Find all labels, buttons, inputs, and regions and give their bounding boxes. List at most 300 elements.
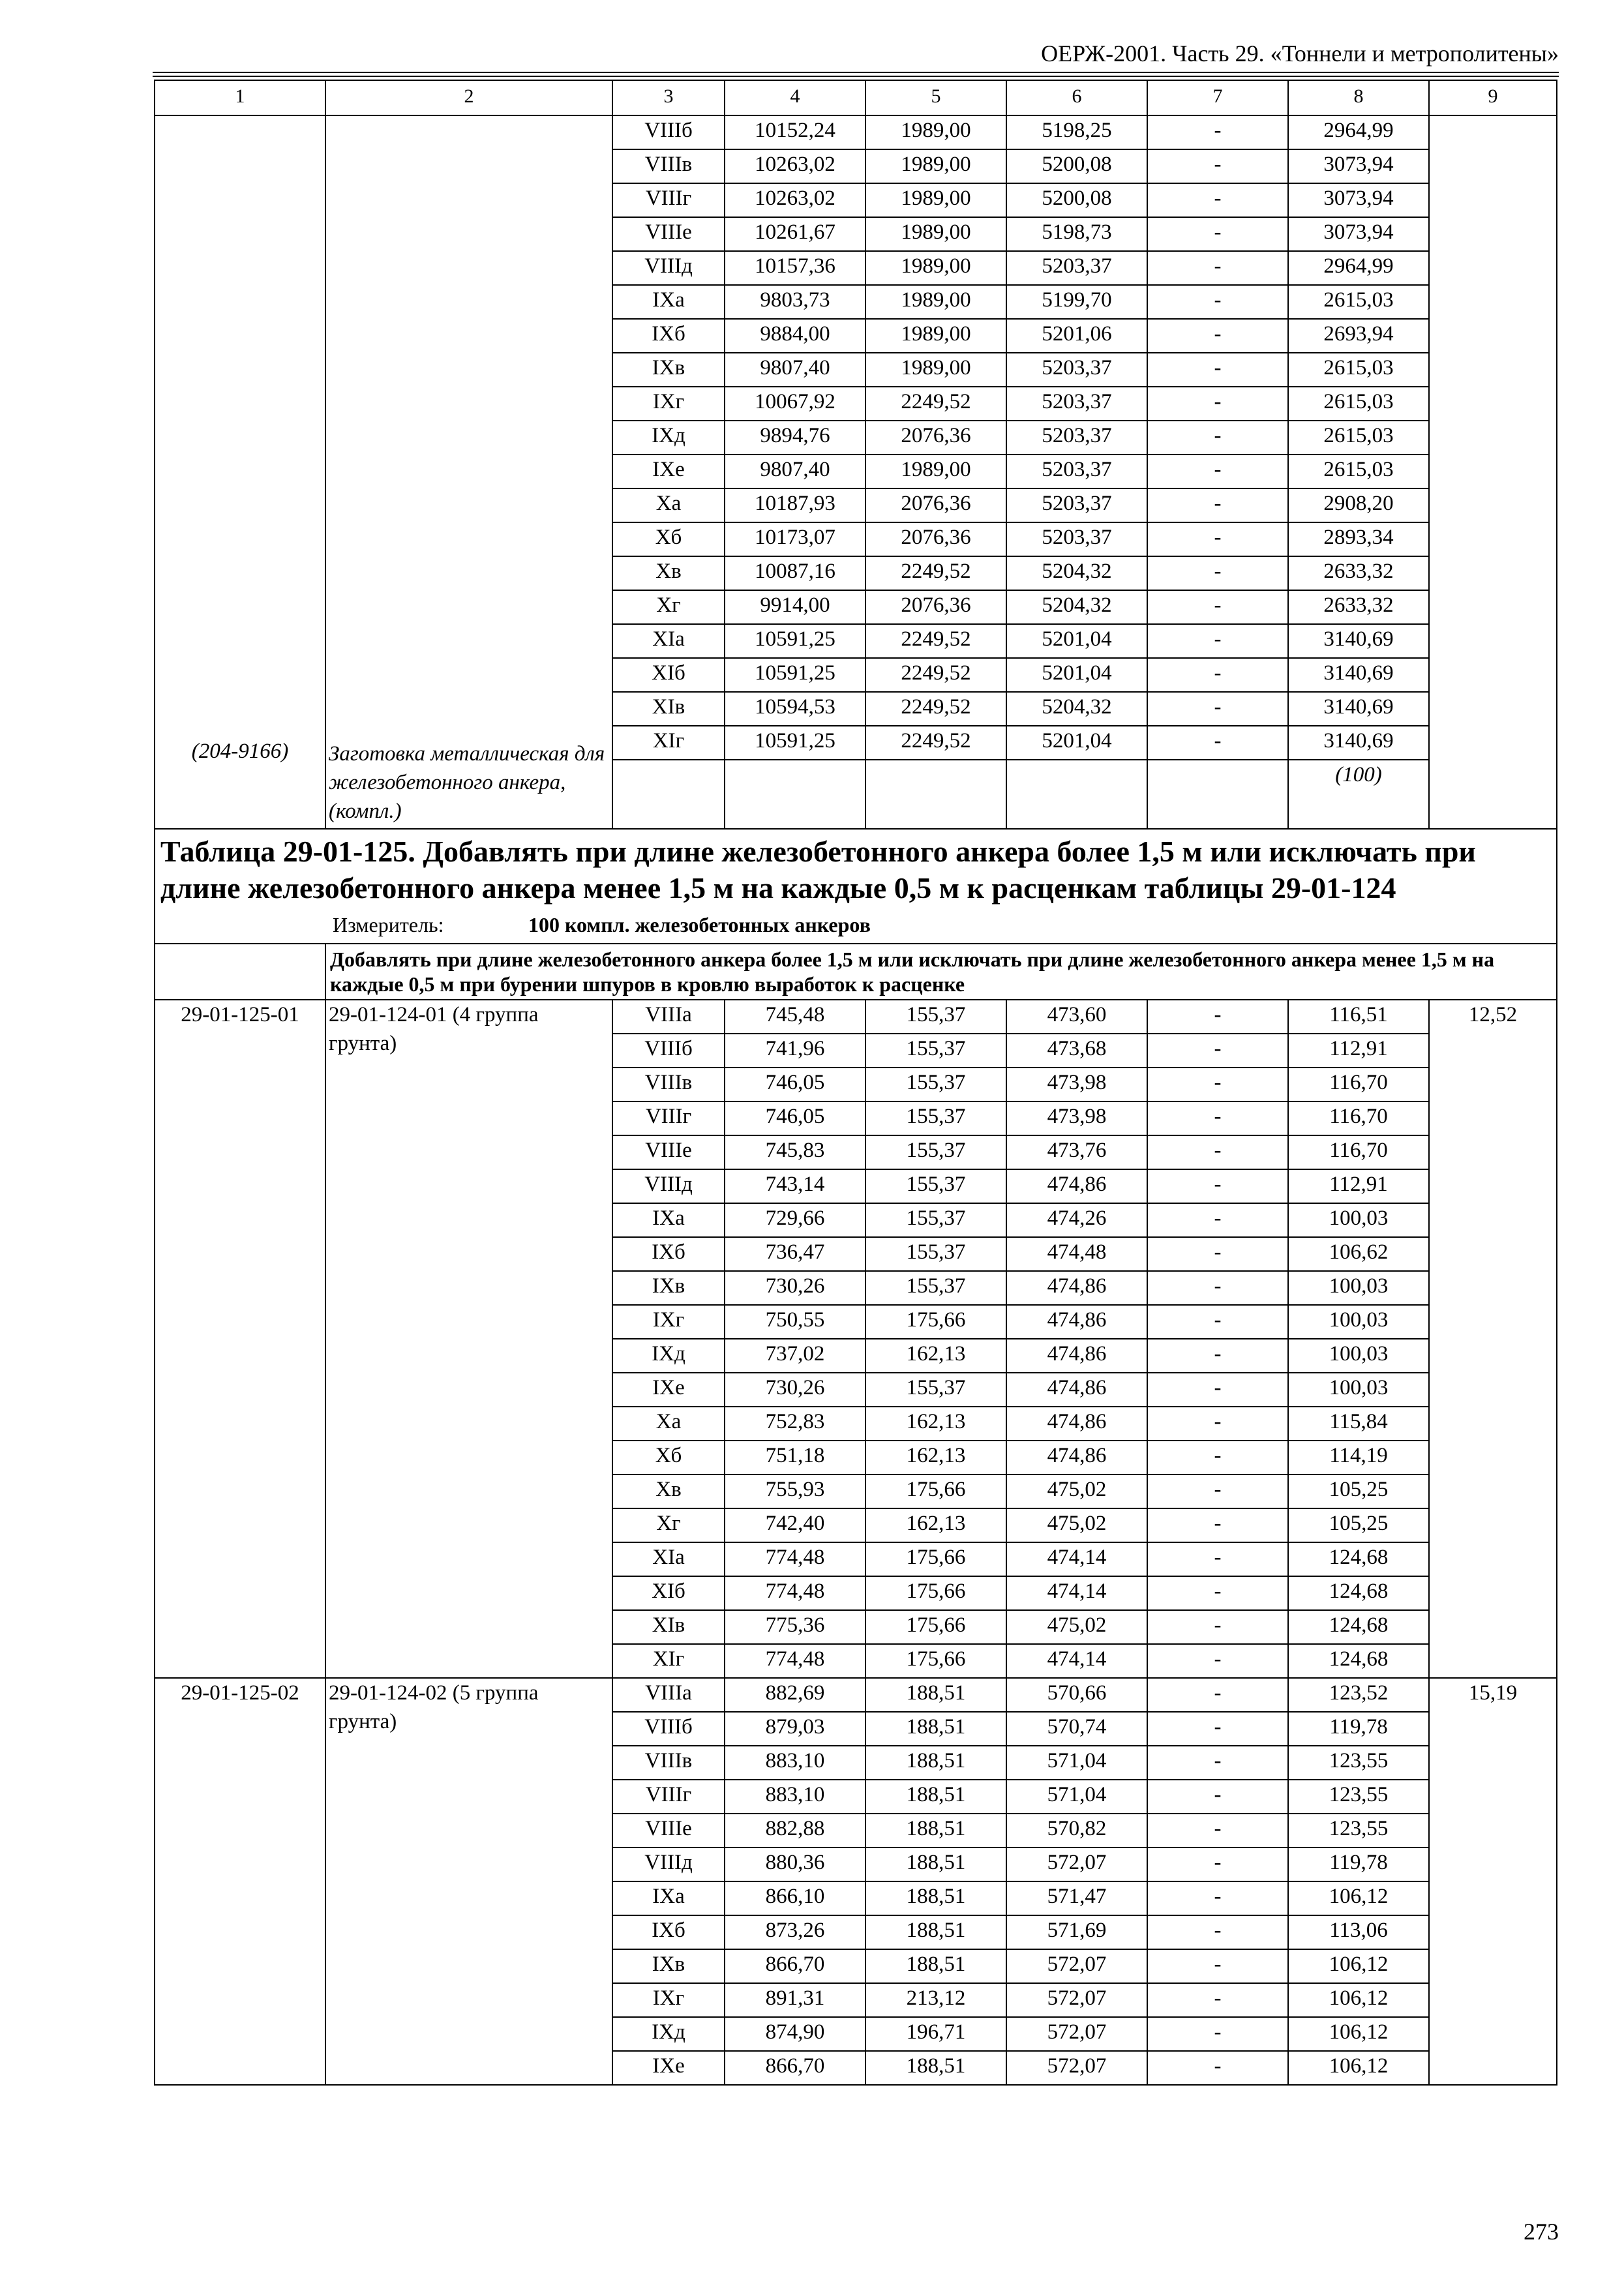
value-cell: 572,07 — [1006, 2017, 1147, 2051]
value-cell: 473,98 — [1006, 1068, 1147, 1101]
value-cell: 175,66 — [865, 1610, 1006, 1644]
value-cell: - — [1147, 692, 1288, 726]
value-cell: 774,48 — [725, 1644, 865, 1678]
column-number: 9 — [1429, 80, 1557, 115]
value-cell: 175,66 — [865, 1474, 1006, 1508]
value-cell: 10263,02 — [725, 183, 865, 217]
value-cell: 750,55 — [725, 1305, 865, 1339]
value-cell: 474,48 — [1006, 1237, 1147, 1271]
value-cell: 572,07 — [1006, 1983, 1147, 2017]
value-cell: 2249,52 — [865, 726, 1006, 760]
value-cell: - — [1147, 1135, 1288, 1169]
rate-name: 29-01-124-01 (4 группа грунта) — [325, 1000, 612, 1678]
value-cell: 572,07 — [1006, 1848, 1147, 1881]
value-cell: 10591,25 — [725, 726, 865, 760]
value-cell: 2076,36 — [865, 522, 1006, 556]
value-cell: 10594,53 — [725, 692, 865, 726]
resource-category: IXе — [612, 2051, 725, 2085]
value-cell: 879,03 — [725, 1712, 865, 1746]
value-cell: 1989,00 — [865, 149, 1006, 183]
value-cell: - — [1147, 1814, 1288, 1848]
value-cell: 5204,32 — [1006, 590, 1147, 624]
value-cell: - — [1147, 421, 1288, 455]
resource-category: IXв — [612, 1271, 725, 1305]
table-row — [155, 115, 1557, 149]
value-cell: 114,19 — [1288, 1441, 1429, 1474]
value-cell: 571,47 — [1006, 1881, 1147, 1915]
value-cell: 5201,04 — [1006, 658, 1147, 692]
value-cell: 100,03 — [1288, 1373, 1429, 1407]
column-number: 8 — [1288, 80, 1429, 115]
resource-category: VIIIб — [612, 1712, 725, 1746]
value-cell: - — [1147, 251, 1288, 285]
material-qty: (100) — [1288, 760, 1429, 829]
value-cell: 751,18 — [725, 1441, 865, 1474]
value-cell: 5204,32 — [1006, 692, 1147, 726]
resource-category: VIIIе — [612, 217, 725, 251]
value-cell: - — [1147, 556, 1288, 590]
value-cell: 883,10 — [725, 1746, 865, 1780]
value-cell: 473,68 — [1006, 1034, 1147, 1068]
resource-category: VIIIб — [612, 115, 725, 149]
resource-category: IXб — [612, 1915, 725, 1949]
rate-code: 29-01-125-01 — [155, 1000, 325, 1678]
value-cell: 155,37 — [865, 1169, 1006, 1203]
value-cell: 5200,08 — [1006, 183, 1147, 217]
value-cell: - — [1147, 1373, 1288, 1407]
value-cell: 730,26 — [725, 1373, 865, 1407]
value-cell: - — [1147, 1407, 1288, 1441]
value-cell: 880,36 — [725, 1848, 865, 1881]
value-cell: - — [1147, 387, 1288, 421]
resource-category: VIIIв — [612, 1746, 725, 1780]
value-cell: - — [1147, 1101, 1288, 1135]
resource-category: VIIIа — [612, 1000, 725, 1034]
value-cell: 741,96 — [725, 1034, 865, 1068]
value-cell: 100,03 — [1288, 1203, 1429, 1237]
value-cell: 473,60 — [1006, 1000, 1147, 1034]
value-cell: 474,86 — [1006, 1441, 1147, 1474]
value-cell: - — [1147, 658, 1288, 692]
value-cell: 570,74 — [1006, 1712, 1147, 1746]
resource-category: Xб — [612, 1441, 725, 1474]
value-cell: - — [1147, 285, 1288, 319]
value-cell: 745,48 — [725, 1000, 865, 1034]
running-header: ОЕРЖ-2001. Часть 29. «Тоннели и метрополитены» — [1041, 40, 1559, 67]
resource-category: Xа — [612, 488, 725, 522]
value-cell: 106,12 — [1288, 2051, 1429, 2085]
description-cell: Добавлять при длине железобетонного анкера более 1,5 м или исключать при длине железобетонного анкера менее 1,5 м на каждые 0,5 м при бурении шпуров в кровлю выработок к расценке — [325, 944, 1557, 1000]
value-cell: - — [1147, 1237, 1288, 1271]
value-cell: 475,02 — [1006, 1610, 1147, 1644]
value-cell: 729,66 — [725, 1203, 865, 1237]
resource-category: IXе — [612, 1373, 725, 1407]
value-cell: - — [1147, 183, 1288, 217]
value-cell: 155,37 — [865, 1237, 1006, 1271]
value-cell: 752,83 — [725, 1407, 865, 1441]
value-cell: 155,37 — [865, 1373, 1006, 1407]
value-cell: 2249,52 — [865, 624, 1006, 658]
value-cell: 774,48 — [725, 1542, 865, 1576]
value-cell: - — [1147, 1678, 1288, 1712]
resource-category: Xа — [612, 1407, 725, 1441]
resource-category: XIг — [612, 726, 725, 760]
resource-category: IXд — [612, 1339, 725, 1373]
value-cell: 882,88 — [725, 1814, 865, 1848]
rate-code: 29-01-125-02 — [155, 1678, 325, 2085]
value-cell: 474,86 — [1006, 1339, 1147, 1373]
value-cell: 5200,08 — [1006, 149, 1147, 183]
column-number-row — [155, 80, 1557, 115]
value-cell: 112,91 — [1288, 1169, 1429, 1203]
value-cell: 5203,37 — [1006, 387, 1147, 421]
value-cell: 737,02 — [725, 1339, 865, 1373]
value-cell: - — [1147, 149, 1288, 183]
table-title-cell — [155, 829, 1557, 944]
value-cell: 113,06 — [1288, 1915, 1429, 1949]
value-cell: 2249,52 — [865, 658, 1006, 692]
value-cell: 116,70 — [1288, 1101, 1429, 1135]
value-cell: 570,66 — [1006, 1678, 1147, 1712]
value-cell: 882,69 — [725, 1678, 865, 1712]
resource-category: IXг — [612, 1305, 725, 1339]
value-cell: 866,70 — [725, 2051, 865, 2085]
resource-category: IXа — [612, 285, 725, 319]
value-cell: 155,37 — [865, 1034, 1006, 1068]
resource-category: VIIIд — [612, 251, 725, 285]
value-cell: 116,70 — [1288, 1135, 1429, 1169]
value-cell: 5201,04 — [1006, 624, 1147, 658]
column-number: 3 — [612, 80, 725, 115]
resource-category: IXг — [612, 387, 725, 421]
value-cell: 9807,40 — [725, 455, 865, 488]
resource-category: XIб — [612, 1576, 725, 1610]
value-cell: 2633,32 — [1288, 590, 1429, 624]
column-number: 2 — [325, 80, 612, 115]
value-cell: 124,68 — [1288, 1576, 1429, 1610]
value-cell: 873,26 — [725, 1915, 865, 1949]
value-cell: 175,66 — [865, 1305, 1006, 1339]
value-cell: 105,25 — [1288, 1474, 1429, 1508]
value-cell: 474,86 — [1006, 1373, 1147, 1407]
value-cell: - — [1147, 624, 1288, 658]
value-cell: 1989,00 — [865, 319, 1006, 353]
value-cell: 2893,34 — [1288, 522, 1429, 556]
value-cell: 775,36 — [725, 1610, 865, 1644]
description-row — [155, 944, 1557, 1000]
header-rule — [153, 72, 1559, 73]
column-number: 5 — [865, 80, 1006, 115]
value-cell: 1989,00 — [865, 183, 1006, 217]
value-cell: - — [1147, 590, 1288, 624]
value-cell: - — [1147, 488, 1288, 522]
value-cell: 100,03 — [1288, 1305, 1429, 1339]
value-cell: 474,86 — [1006, 1407, 1147, 1441]
value-cell: 474,86 — [1006, 1305, 1147, 1339]
value-cell: 100,03 — [1288, 1339, 1429, 1373]
value-cell: 188,51 — [865, 1915, 1006, 1949]
value-cell: - — [1147, 1271, 1288, 1305]
resource-category: Xв — [612, 1474, 725, 1508]
value-cell: 10187,93 — [725, 488, 865, 522]
value-cell: 155,37 — [865, 1203, 1006, 1237]
resource-category: VIIIе — [612, 1814, 725, 1848]
resource-category: VIIIг — [612, 1101, 725, 1135]
value-cell: 2249,52 — [865, 692, 1006, 726]
value-cell: 112,91 — [1288, 1034, 1429, 1068]
value-cell: 570,82 — [1006, 1814, 1147, 1848]
value-cell: 2693,94 — [1288, 319, 1429, 353]
value-cell: - — [1147, 1848, 1288, 1881]
value-cell: 2615,03 — [1288, 455, 1429, 488]
value-cell: 2615,03 — [1288, 421, 1429, 455]
value-cell: 188,51 — [865, 2051, 1006, 2085]
value-cell: 475,02 — [1006, 1508, 1147, 1542]
value-cell: 572,07 — [1006, 2051, 1147, 2085]
column-number: 1 — [155, 80, 325, 115]
value-cell: 188,51 — [865, 1712, 1006, 1746]
value-cell: 100,03 — [1288, 1271, 1429, 1305]
value-cell: 2615,03 — [1288, 387, 1429, 421]
value-cell: 474,14 — [1006, 1542, 1147, 1576]
value-cell: 866,70 — [725, 1949, 865, 1983]
code-cell — [155, 115, 325, 829]
value-cell: 188,51 — [865, 1848, 1006, 1881]
value-cell: 874,90 — [725, 2017, 865, 2051]
value-cell: - — [1147, 1983, 1288, 2017]
value-cell: 106,12 — [1288, 1983, 1429, 2017]
value-cell: 1989,00 — [865, 353, 1006, 387]
column-number: 4 — [725, 80, 865, 115]
value-cell: - — [1147, 1068, 1288, 1101]
value-cell: 571,04 — [1006, 1780, 1147, 1814]
value-cell: 2633,32 — [1288, 556, 1429, 590]
value-cell: 10067,92 — [725, 387, 865, 421]
value-cell: 3073,94 — [1288, 217, 1429, 251]
value-cell: 2076,36 — [865, 590, 1006, 624]
resource-category: XIв — [612, 1610, 725, 1644]
resource-category: IXд — [612, 421, 725, 455]
resource-category: Xг — [612, 590, 725, 624]
resource-category: IXд — [612, 2017, 725, 2051]
rates-table — [154, 80, 1557, 2086]
value-cell: 123,55 — [1288, 1814, 1429, 1848]
empty-cell — [1147, 760, 1288, 829]
value-cell: - — [1147, 1576, 1288, 1610]
value-cell: - — [1147, 2051, 1288, 2085]
value-cell: 9807,40 — [725, 353, 865, 387]
value-cell: 10261,67 — [725, 217, 865, 251]
value-cell: 5201,06 — [1006, 319, 1147, 353]
value-cell: 162,13 — [865, 1339, 1006, 1373]
value-cell: 162,13 — [865, 1407, 1006, 1441]
value-cell: - — [1147, 2017, 1288, 2051]
resource-category: IXа — [612, 1881, 725, 1915]
value-cell: 116,70 — [1288, 1068, 1429, 1101]
table-row — [155, 1000, 1557, 1034]
value-cell: 3140,69 — [1288, 624, 1429, 658]
value-cell: 5203,37 — [1006, 353, 1147, 387]
resource-category: VIIIд — [612, 1169, 725, 1203]
value-cell: 175,66 — [865, 1542, 1006, 1576]
table-row — [155, 1678, 1557, 1712]
empty-cell — [725, 760, 865, 829]
value-cell: 155,37 — [865, 1271, 1006, 1305]
value-cell: 572,07 — [1006, 1949, 1147, 1983]
value-cell: 5198,25 — [1006, 115, 1147, 149]
value-cell: 10087,16 — [725, 556, 865, 590]
empty-cell — [612, 760, 725, 829]
value-cell: 155,37 — [865, 1135, 1006, 1169]
value-cell: 3140,69 — [1288, 658, 1429, 692]
value-cell: 10263,02 — [725, 149, 865, 183]
value-cell: 2249,52 — [865, 556, 1006, 590]
value-cell: 155,37 — [865, 1101, 1006, 1135]
value-cell: 9884,00 — [725, 319, 865, 353]
value-cell: 106,12 — [1288, 1881, 1429, 1915]
value-cell: 5198,73 — [1006, 217, 1147, 251]
column-number: 7 — [1147, 80, 1288, 115]
value-cell: 188,51 — [865, 1881, 1006, 1915]
value-cell: - — [1147, 1169, 1288, 1203]
value-cell: 5204,32 — [1006, 556, 1147, 590]
value-cell: 5203,37 — [1006, 421, 1147, 455]
value-cell: - — [1147, 1949, 1288, 1983]
resource-category: Xг — [612, 1508, 725, 1542]
value-cell: 473,98 — [1006, 1101, 1147, 1135]
value-cell: 162,13 — [865, 1441, 1006, 1474]
resource-category: IXв — [612, 1949, 725, 1983]
value-cell: 188,51 — [865, 1678, 1006, 1712]
value-cell: 119,78 — [1288, 1848, 1429, 1881]
material-code: (204-9166) — [191, 740, 289, 763]
resource-category: XIа — [612, 624, 725, 658]
value-cell: - — [1147, 1712, 1288, 1746]
value-cell: 746,05 — [725, 1068, 865, 1101]
value-cell: - — [1147, 1610, 1288, 1644]
resource-category: XIб — [612, 658, 725, 692]
value-cell: - — [1147, 455, 1288, 488]
value-cell: - — [1147, 1644, 1288, 1678]
value-cell: 119,78 — [1288, 1712, 1429, 1746]
value-cell: 106,12 — [1288, 2017, 1429, 2051]
material-name: Заготовка металлическая для железобетонного анкера, (компл.) — [329, 742, 605, 823]
value-cell: 106,12 — [1288, 1949, 1429, 1983]
table-title-row — [155, 829, 1557, 944]
value-cell: 2964,99 — [1288, 115, 1429, 149]
value-cell: 571,04 — [1006, 1746, 1147, 1780]
resource-category: XIг — [612, 1644, 725, 1678]
value-cell: 5203,37 — [1006, 455, 1147, 488]
resource-category: IXг — [612, 1983, 725, 2017]
resource-category: VIIIв — [612, 149, 725, 183]
value-cell: - — [1147, 1034, 1288, 1068]
resource-category: IXа — [612, 1203, 725, 1237]
column-number: 6 — [1006, 80, 1147, 115]
value-cell: 115,84 — [1288, 1407, 1429, 1441]
resource-category: VIIIб — [612, 1034, 725, 1068]
value-cell: 2964,99 — [1288, 251, 1429, 285]
value-cell: 2615,03 — [1288, 353, 1429, 387]
value-cell: - — [1147, 1000, 1288, 1034]
value-cell: - — [1147, 726, 1288, 760]
value-cell: 474,14 — [1006, 1576, 1147, 1610]
value-cell: 866,10 — [725, 1881, 865, 1915]
value-cell: 2908,20 — [1288, 488, 1429, 522]
resource-category: VIIIв — [612, 1068, 725, 1101]
value-cell: 188,51 — [865, 1780, 1006, 1814]
value-cell: - — [1147, 522, 1288, 556]
resource-category: IXв — [612, 353, 725, 387]
value-cell: 5201,04 — [1006, 726, 1147, 760]
value-cell: 10591,25 — [725, 624, 865, 658]
value-cell: 1989,00 — [865, 217, 1006, 251]
value-cell: 155,37 — [865, 1068, 1006, 1101]
labour-cost: 12,52 — [1429, 1000, 1557, 1678]
value-cell: 1989,00 — [865, 285, 1006, 319]
value-cell: 2076,36 — [865, 488, 1006, 522]
unit-value: 100 компл. железобетонных анкеров — [528, 913, 871, 936]
resource-category: IXе — [612, 455, 725, 488]
value-cell: 5199,70 — [1006, 285, 1147, 319]
table-title: Таблица 29-01-125. Добавлять при длине железобетонного анкера более 1,5 м или исключать при длине железобетонного анкера менее 1,5 м на каждые 0,5 м к расценкам таблицы 29-01-124 — [160, 835, 1476, 905]
value-cell: 3073,94 — [1288, 183, 1429, 217]
value-cell: - — [1147, 1203, 1288, 1237]
value-cell: 5203,37 — [1006, 488, 1147, 522]
resource-category: VIIIг — [612, 183, 725, 217]
value-cell: 2615,03 — [1288, 285, 1429, 319]
labour-cell — [1429, 115, 1557, 829]
value-cell: - — [1147, 1508, 1288, 1542]
value-cell: 2249,52 — [865, 387, 1006, 421]
resource-category: VIIIе — [612, 1135, 725, 1169]
page-number: 273 — [1524, 2219, 1559, 2245]
resource-category: Xб — [612, 522, 725, 556]
value-cell: 9914,00 — [725, 590, 865, 624]
value-cell: 883,10 — [725, 1780, 865, 1814]
value-cell: - — [1147, 1542, 1288, 1576]
resource-category: Xв — [612, 556, 725, 590]
value-cell: 124,68 — [1288, 1542, 1429, 1576]
resource-category: VIIIа — [612, 1678, 725, 1712]
value-cell: - — [1147, 115, 1288, 149]
empty-cell — [865, 760, 1006, 829]
value-cell: 188,51 — [865, 1746, 1006, 1780]
value-cell: - — [1147, 1305, 1288, 1339]
value-cell: 891,31 — [725, 1983, 865, 2017]
resource-category: XIа — [612, 1542, 725, 1576]
resource-category: VIIIг — [612, 1780, 725, 1814]
value-cell: 571,69 — [1006, 1915, 1147, 1949]
value-cell: 474,26 — [1006, 1203, 1147, 1237]
value-cell: 188,51 — [865, 1949, 1006, 1983]
value-cell: 155,37 — [865, 1000, 1006, 1034]
unit-line — [160, 910, 1551, 939]
rate-name: 29-01-124-02 (5 группа грунта) — [325, 1678, 612, 2085]
value-cell: - — [1147, 353, 1288, 387]
empty-cell — [1006, 760, 1147, 829]
value-cell: 3140,69 — [1288, 726, 1429, 760]
value-cell: 10152,24 — [725, 115, 865, 149]
empty-cell — [155, 944, 325, 1000]
value-cell: 123,55 — [1288, 1780, 1429, 1814]
value-cell: 746,05 — [725, 1101, 865, 1135]
value-cell: 124,68 — [1288, 1644, 1429, 1678]
value-cell: - — [1147, 319, 1288, 353]
value-cell: 196,71 — [865, 2017, 1006, 2051]
value-cell: 730,26 — [725, 1271, 865, 1305]
value-cell: 1989,00 — [865, 115, 1006, 149]
